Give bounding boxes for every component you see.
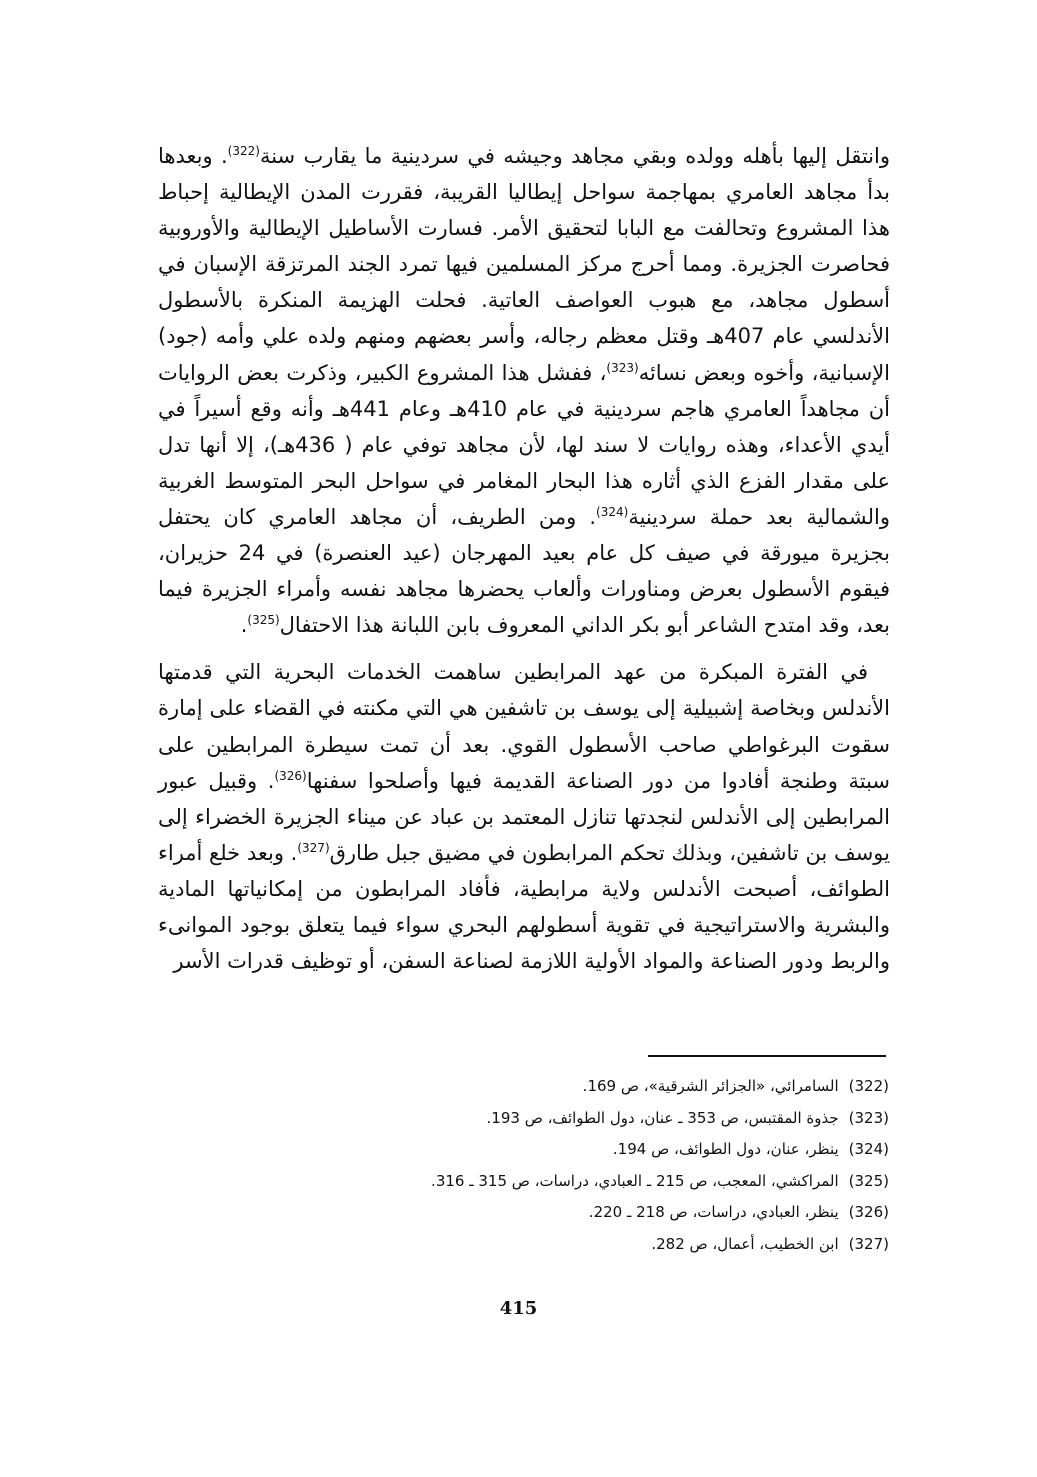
paragraph-text: في الفترة المبكرة من عهد المرابطين ساهمت الخدمات البحرية التي قدمتها الأندلس وبخاصة إشبيلية إلى يوسف بن تاشفين هي التي مكنته في القضاء على إمارة سقوت البرغواطي صاحب الأسطول القوي. بعد أن تمت سيطرة المرابطين على سبتة وطنجة أفادوا من دور الصناعة القديمة فيها وأصلحوا سفنها (158, 660, 891, 793)
footnote-number: (324) (848, 1140, 889, 1158)
footnote-text: ابن الخطيب، أعمال، ص 282. (651, 1234, 839, 1253)
footnote (269, 1134, 889, 1166)
footnote (269, 1103, 889, 1135)
footnote-text: ينظر، العبادي، دراسات، ص 218 ـ 220. (588, 1203, 839, 1221)
footnote-number: (325) (848, 1171, 889, 1190)
footnote (269, 1166, 889, 1198)
footnote-text: السامرائي، «الجزائر الشرقية»، ص 169. (582, 1077, 839, 1095)
footnote (269, 1197, 889, 1229)
paragraph-text: . (240, 613, 248, 638)
footnote-ref: (324) (596, 504, 629, 519)
footnote-number: (327) (848, 1234, 889, 1253)
paragraph-text: . ومن الطريف، أن مجاهد العامري كان يحتفل بجزيرة ميورقة في صيف كل عام بعيد المهرجان (عيد العنصرة) في 24 حزيران، فيقوم الأسطول بعرض ومناورات وألعاب يحضرها مجاهد نفسه وأمراء الجزيرة فيما بعد، وقد امتدح الشاعر أبو بكر الداني المعروف بابن اللبانة هذا الاحتفال (158, 504, 890, 638)
body-text (158, 138, 890, 979)
paragraph-text: . وبعد خلع أمراء الطوائف، أصبحت الأندلس ولاية مرابطية، فأفاد المرابطون من إمكانياتها المادية والبشرية والاستراتيجية في تقوية أسطولهم البحري سواء فيما يتعلق بوجود الموانىء والربط ودور الصناعة والمواد الأولية اللازمة لصناعة السفن، أو توظيف قدرات الأسر (158, 840, 890, 974)
page-body (158, 138, 890, 979)
footnote-number: (322) (848, 1077, 889, 1095)
paragraph-text: ، ففشل هذا المشروع الكبير، وذكرت بعض الروايات أن مجاهداً العامري هاجم سردينية في عام 410هـ وعام 441هـ وأنه وقع أسيراً في أيدي الأعداء، وهذه روايات لا سند لها، لأن مجاهد توفي عام ( 436هـ)، إلا أنها تدل على مقدار الفزع الذي أثاره هذا البحار المغامر في سواحل البحر المتوسط الغربية والشمالية بعد حملة سردينية (158, 360, 891, 529)
footnote-number: (326) (848, 1203, 889, 1221)
footnote (269, 1229, 889, 1261)
footnote-text: المراكشي، المعجب، ص 215 ـ العبادي، دراسات، ص 315 ـ 316. (431, 1171, 839, 1190)
footnote-number: (323) (848, 1108, 889, 1127)
footnotes-list (269, 1071, 889, 1260)
paragraph (158, 138, 890, 643)
paragraph (158, 654, 890, 979)
footnote (269, 1071, 889, 1103)
footnote-ref: (326) (274, 768, 307, 783)
footnote-ref: (322) (227, 144, 260, 158)
footnote-ref: (327) (297, 840, 330, 855)
footnote-ref: (325) (247, 613, 280, 628)
footnote-separator (648, 1055, 886, 1057)
footnote-ref: (323) (606, 360, 639, 375)
page-number: 415 (499, 1298, 538, 1319)
paragraph-text: . وبعدها بدأ مجاهد العامري بمهاجمة سواحل إيطاليا القريبة، فقررت المدن الإيطالية إحباط هذا المشروع وتحالفت مع البابا لتحقيق الأمر. فسارت الأساطيل الإيطالية والأوروبية فحاصرت الجزيرة. ومما أحرج مركز المسلمين فيها تمرد الجند المرتزقة الإسبان في أسطول مجاهد، مع هبوب العواصف العاتية. فحلت الهزيمة المنكرة بالأسطول الأندلسي عام 407هـ وقتل معظم رجاله، وأسر بعضهم ومنهم ولده علي وأمه (جود) الإسبانية، وأخوه وبعض نسائه (158, 144, 891, 385)
footnote-text: جذوة المقتبس، ص 353 ـ عنان، دول الطوائف، ص 193. (486, 1108, 839, 1127)
footnote-text: ينظر، عنان، دول الطوائف، ص 194. (612, 1140, 839, 1158)
paragraph-text: . وقبيل عبور المرابطين إلى الأندلس لنجدتها تنازل المعتمد بن عباد عن ميناء الجزيرة الخضراء إلى يوسف بن تاشفين، وبذلك تحكم المرابطون في مضيق جبل طارق (158, 768, 890, 865)
paragraph-text: وانتقل إليها بأهله وولده وبقي مجاهد وجيشه في سردينية ما يقارب سنة (259, 144, 891, 168)
